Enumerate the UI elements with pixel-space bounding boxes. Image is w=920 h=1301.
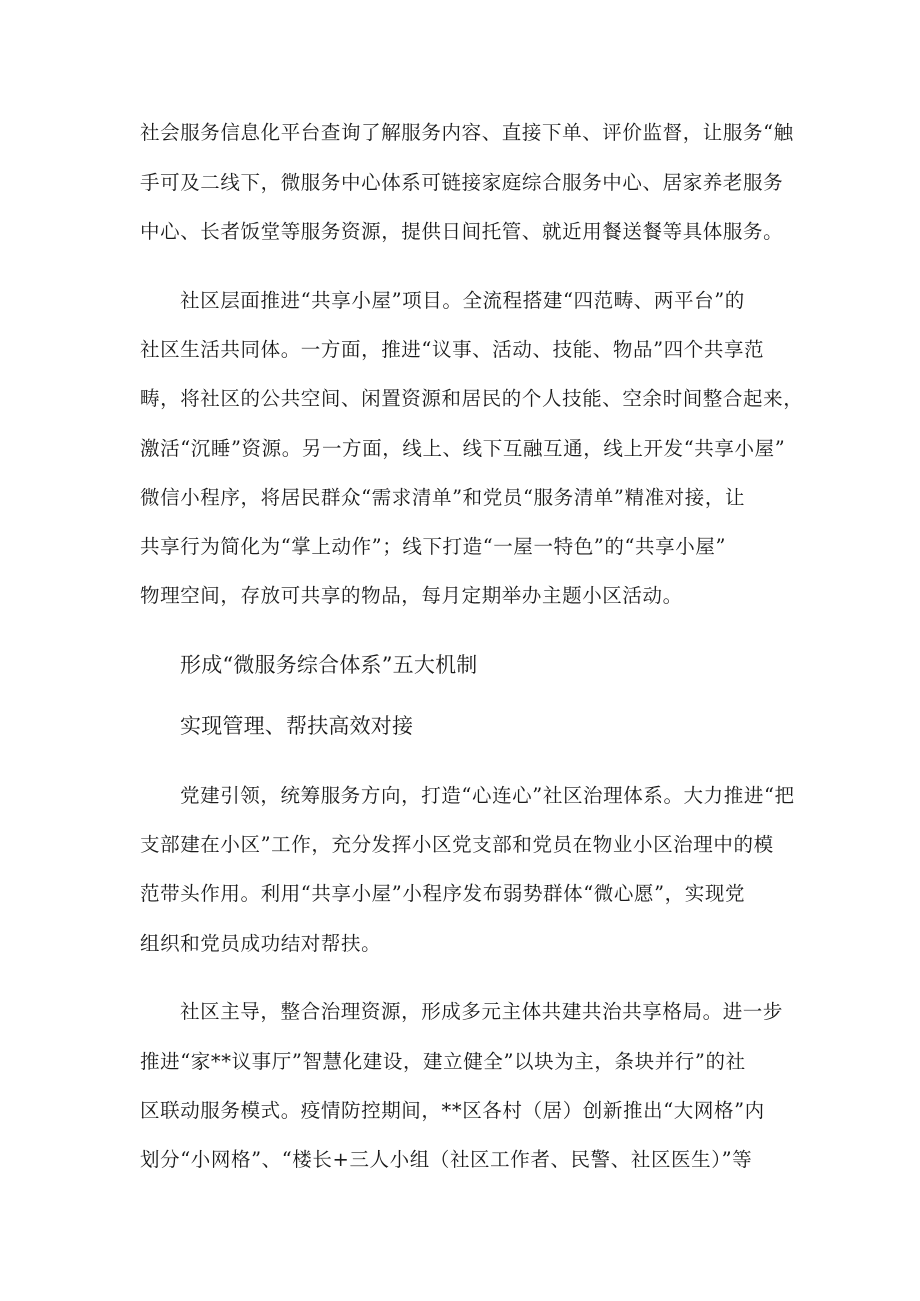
text-line: 范带头作用。利用“共享小屋”小程序发布弱势群体“微心愿”，实现党	[140, 882, 746, 905]
text-line: 社区生活共同体。一方面，推进“议事、活动、技能、物品”四个共享范	[140, 338, 765, 361]
text-line: 党建引领，统筹服务方向，打造“心连心”社区治理体系。大力推进“把	[180, 784, 795, 807]
text-line: 支部建在小区”工作，充分发挥小区党支部和党员在物业小区治理中的模	[140, 833, 774, 856]
text-line: 社区主导，整合治理资源，形成多元主体共建共治共享格局。进一步	[180, 1000, 784, 1023]
text-line: 划分“小网格”、“楼长+三人小组（社区工作者、民警、社区医生）”等	[140, 1148, 753, 1171]
text-line: 物理空间，存放可共享的物品，每月定期举办主题小区活动。	[140, 584, 683, 607]
text-line: 社区层面推进“共享小屋”项目。全流程搭建“四范畴、两平台”的	[180, 289, 745, 312]
text-line: 中心、长者饭堂等服务资源，提供日间托管、就近用餐送餐等具体服务。	[140, 220, 784, 243]
text-line: 共享行为简化为“掌上动作”；线下打造“一屋一特色”的“共享小屋”	[140, 535, 727, 558]
text-line: 激活“沉睡”资源。另一方面，线上、线下互融互通，线上开发“共享小屋”	[140, 437, 786, 460]
text-line: 组织和党员成功结对帮扶。	[140, 932, 382, 955]
section-heading: 形成“微服务综合体系”五大机制	[180, 653, 478, 677]
text-line: 手可及二线下，微服务中心体系可链接家庭综合服务中心、居家养老服务	[140, 171, 784, 194]
text-line: 社会服务信息化平台查询了解服务内容、直接下单、评价监督，让服务“触	[140, 121, 794, 144]
text-line: 微信小程序，将居民群众“需求清单”和党员“服务清单”精准对接，让	[140, 486, 746, 509]
subsection-heading: 实现管理、帮扶高效对接	[180, 714, 414, 738]
text-line: 区联动服务模式。疫情防控期间，**区各村（居）创新推出“大网格”内	[140, 1099, 765, 1122]
text-line: 推进“家**议事厅”智慧化建设，建立健全”以块为主，条块并行”的社	[140, 1050, 746, 1073]
text-line: 畴，将社区的公共空间、闲置资源和居民的个人技能、空余时间整合起来，	[140, 387, 804, 410]
